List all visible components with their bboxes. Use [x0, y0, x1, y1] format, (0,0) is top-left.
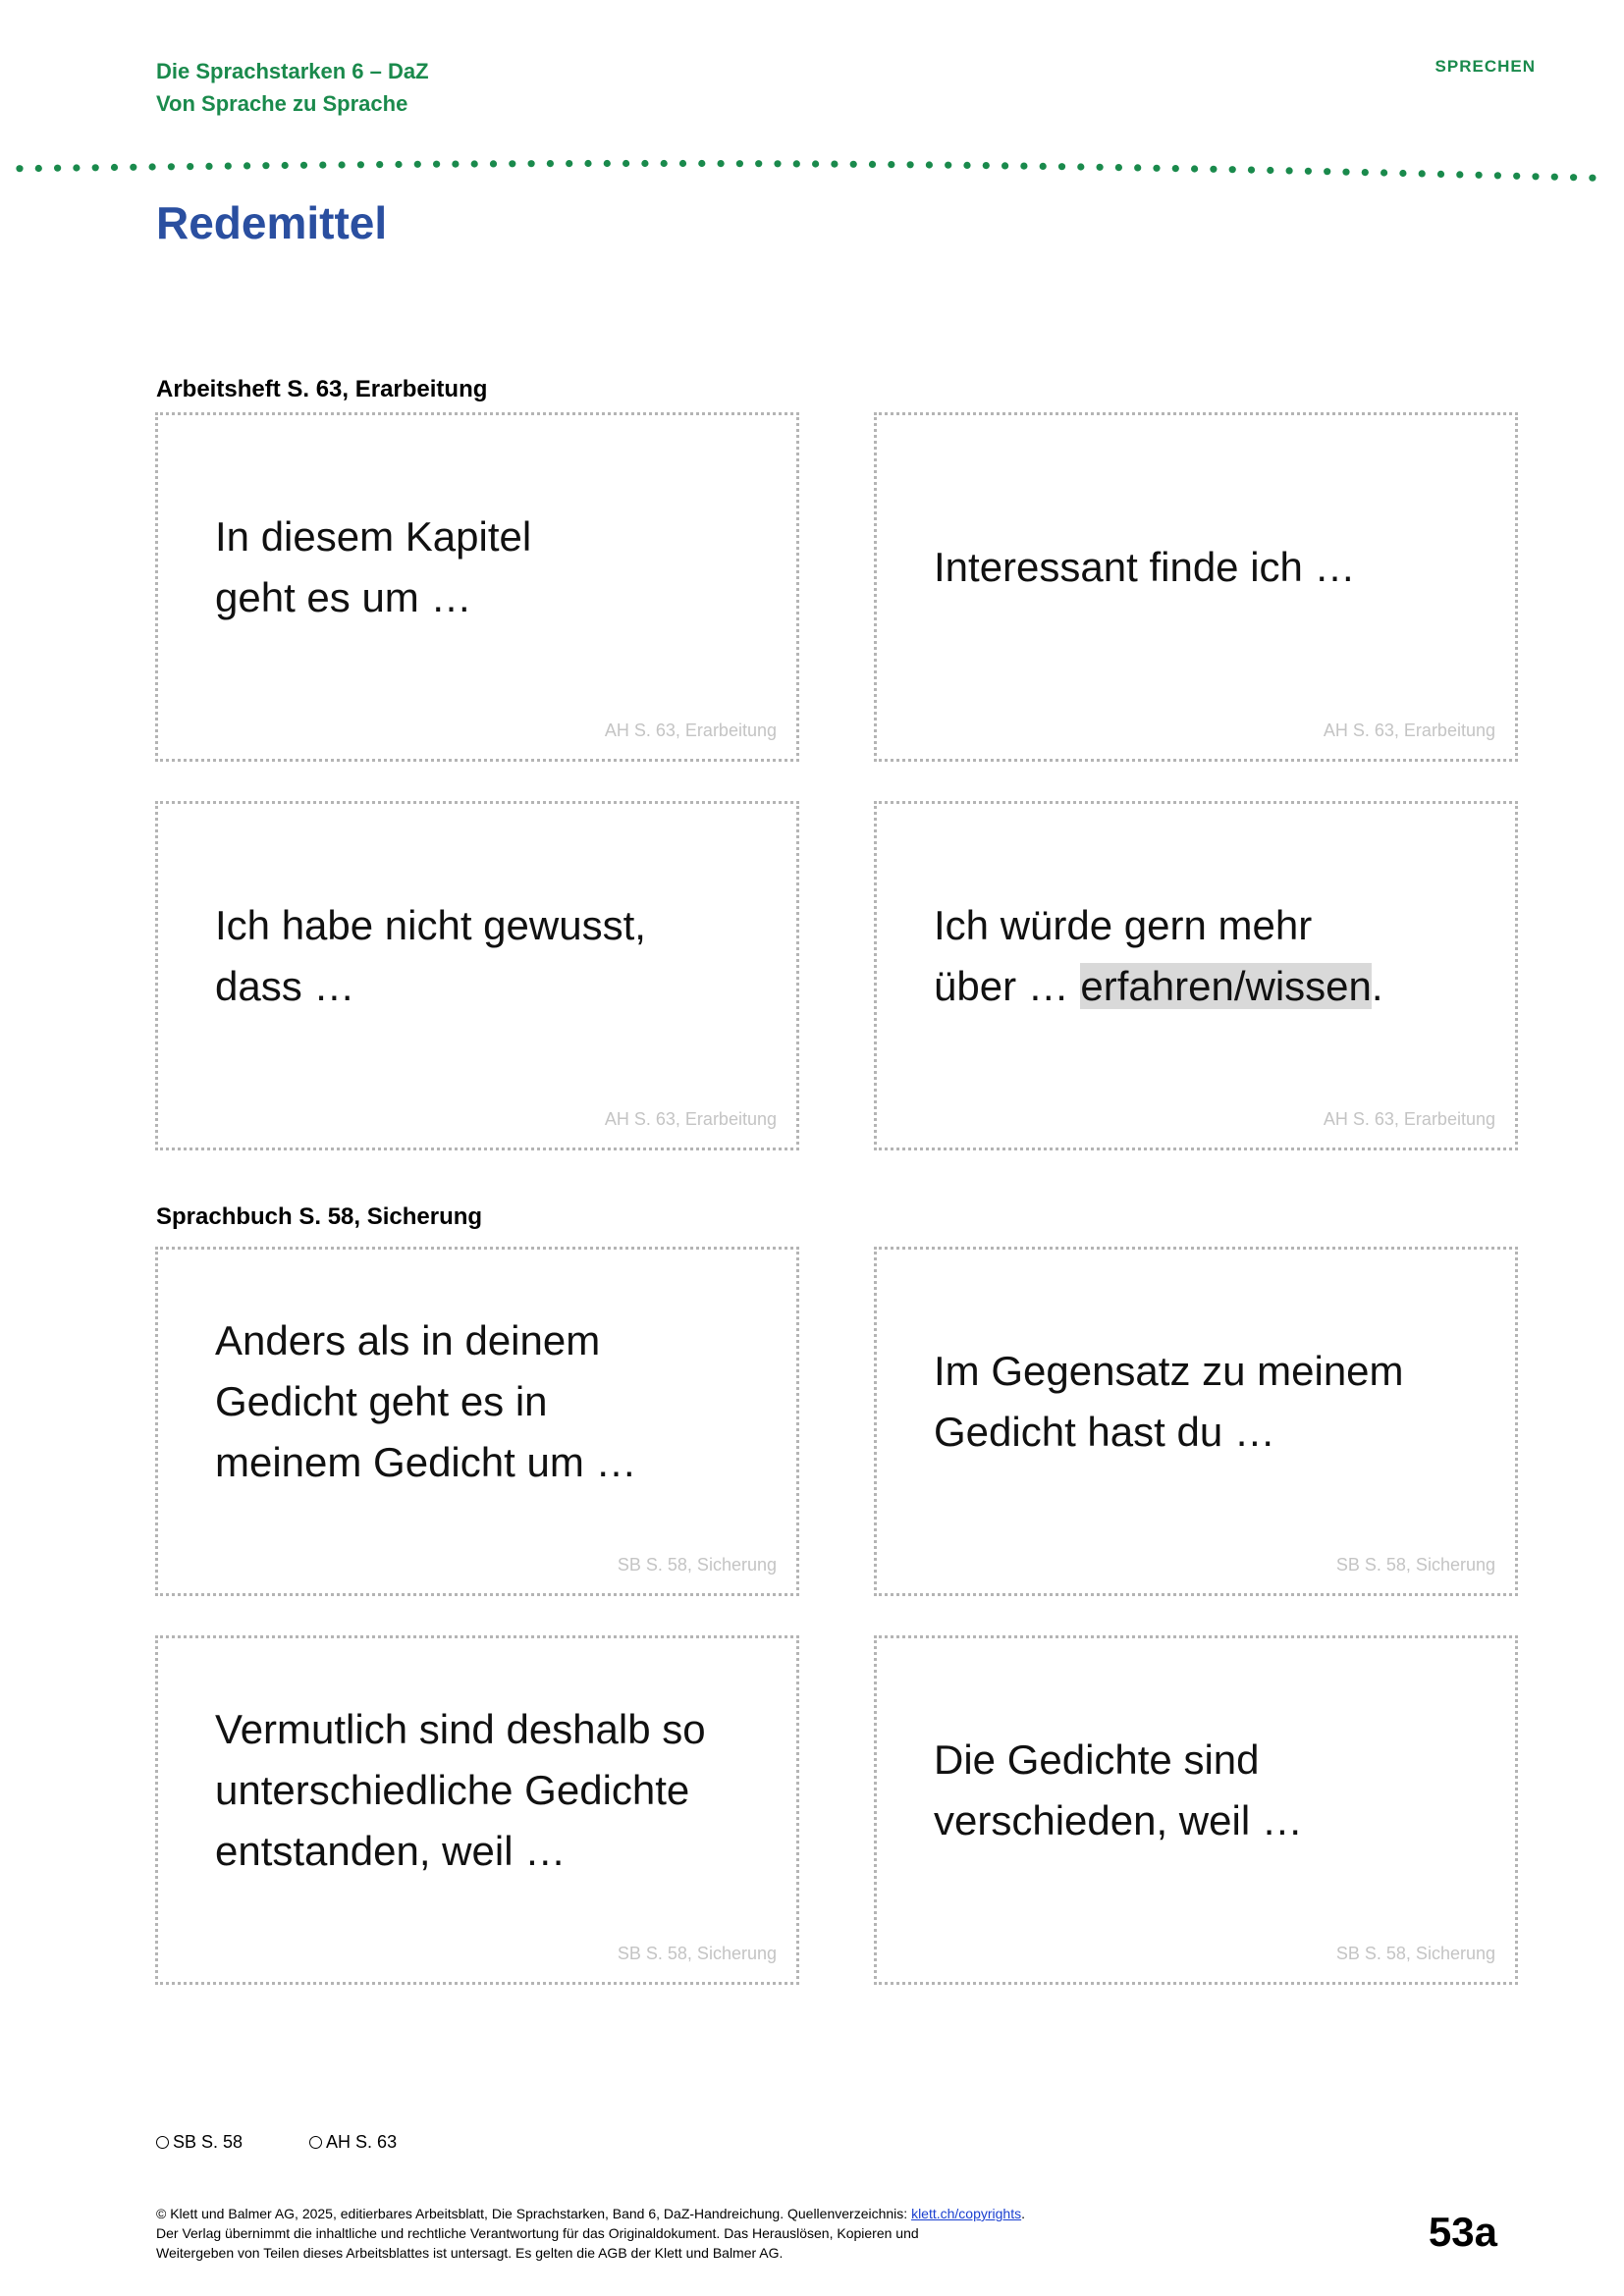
- divider-dot: [1513, 173, 1520, 180]
- divider-dot: [35, 165, 42, 172]
- card-line: Interessant finde ich …: [934, 544, 1356, 590]
- divider-dot: [566, 160, 572, 167]
- divider-dot: [1589, 175, 1596, 182]
- divider-dot: [471, 160, 478, 167]
- card-phrase: [934, 1638, 1491, 1943]
- card-line: unterschiedliche Gedichte: [215, 1767, 690, 1813]
- card-phrase: [215, 415, 773, 720]
- phrase-card: [874, 801, 1518, 1150]
- card-reference: AH S. 63, Erarbeitung: [604, 1109, 777, 1129]
- divider-dot: [604, 160, 611, 167]
- divider-dot: [679, 160, 686, 167]
- subject-label: SPRECHEN: [1435, 57, 1536, 76]
- card-line-prefix: über …: [934, 963, 1081, 1009]
- divider-dot: [907, 161, 914, 168]
- divider-dot: [1532, 173, 1539, 180]
- divider-dot: [1494, 172, 1501, 179]
- divider-dot: [1476, 172, 1483, 179]
- reference-label: SB S. 58: [173, 2132, 244, 2152]
- phrase-card: [155, 1247, 799, 1596]
- card-line: Ich würde gern mehr: [934, 902, 1313, 948]
- divider-dot: [1001, 162, 1008, 169]
- divider-dot: [225, 163, 232, 170]
- card-reference: SB S. 58, Sicherung: [617, 1944, 777, 1963]
- card-line: In diesem Kapitel: [215, 513, 532, 560]
- highlighted-phrase: erfahren/wissen: [1080, 963, 1372, 1009]
- card-line: Die Gedichte sind: [934, 1736, 1260, 1783]
- divider-dot: [1172, 165, 1179, 172]
- card-phrase: [934, 804, 1491, 1108]
- phrase-card: [155, 412, 799, 762]
- divider-dot: [755, 160, 762, 167]
- divider-dot: [490, 160, 497, 167]
- card-line: verschieden, weil …: [934, 1797, 1303, 1843]
- dotted-divider: [0, 147, 1624, 187]
- divider-dot: [414, 161, 421, 168]
- divider-dot: [262, 162, 269, 169]
- phrase-card: [874, 412, 1518, 762]
- divider-dot: [1399, 170, 1406, 177]
- card-line: Ich habe nicht gewusst,: [215, 902, 646, 948]
- divider-dot: [433, 161, 440, 168]
- divider-dot: [1456, 171, 1463, 178]
- phrase-card: [155, 1635, 799, 1985]
- card-phrase: [215, 1638, 773, 1943]
- divider-dot: [963, 162, 970, 169]
- divider-dot: [1362, 169, 1369, 176]
- page-title: Redemittel: [156, 197, 388, 248]
- divider-dot: [357, 161, 364, 168]
- card-line: entstanden, weil …: [215, 1828, 567, 1874]
- divider-dot: [339, 161, 346, 168]
- card-line: Gedicht hast du …: [934, 1409, 1275, 1455]
- divider-dot: [698, 160, 705, 167]
- divider-dot: [168, 163, 175, 170]
- card-reference: AH S. 63, Erarbeitung: [604, 721, 777, 740]
- divider-dot: [1153, 165, 1160, 172]
- copyright-notice: [156, 2204, 1236, 2263]
- divider-dot: [282, 162, 289, 169]
- divider-dot: [1040, 163, 1047, 170]
- divider-dot: [1342, 169, 1349, 176]
- series-subtitle: Von Sprache zu Sprache: [156, 91, 408, 116]
- divider-dot: [1324, 168, 1330, 175]
- card-reference: SB S. 58, Sicherung: [1335, 1944, 1495, 1963]
- card-phrase: [215, 1250, 773, 1554]
- divider-dot: [1248, 167, 1255, 174]
- divider-dot: [16, 165, 23, 172]
- reference-label: AH S. 63: [326, 2132, 398, 2152]
- divider-dot: [1305, 168, 1312, 175]
- divider-dot: [793, 160, 800, 167]
- checkbox-circle-icon: [309, 2136, 322, 2149]
- card-line: geht es um …: [215, 574, 472, 620]
- divider-dot: [1058, 163, 1065, 170]
- section-label-arbeitsheft: Arbeitsheft S. 63, Erarbeitung: [156, 376, 488, 402]
- card-phrase: [215, 804, 773, 1108]
- divider-dot: [1020, 163, 1027, 170]
- divider-dot: [1437, 171, 1444, 178]
- card-reference: SB S. 58, Sicherung: [617, 1555, 777, 1575]
- divider-dot: [641, 160, 648, 167]
- divider-dot: [812, 160, 819, 167]
- card-line-suffix: .: [1371, 963, 1383, 1009]
- divider-dot: [1551, 174, 1558, 181]
- card-line: Gedicht geht es in: [215, 1378, 548, 1424]
- card-phrase: [934, 415, 1491, 720]
- phrase-card: [874, 1635, 1518, 1985]
- divider-dot: [452, 161, 459, 168]
- divider-dot: [945, 162, 951, 169]
- divider-dot: [718, 160, 725, 167]
- divider-dot: [395, 161, 402, 168]
- card-line: [934, 956, 1491, 1017]
- reference-ah: [309, 2132, 397, 2153]
- divider-dot: [1419, 170, 1426, 177]
- card-reference: AH S. 63, Erarbeitung: [1323, 1109, 1495, 1129]
- divider-dot: [547, 160, 554, 167]
- copyright-line: [156, 2204, 1236, 2223]
- card-reference: SB S. 58, Sicherung: [1335, 1555, 1495, 1575]
- copyright-line: Weitergeben von Teilen dieses Arbeitsblattes ist untersagt. Es gelten die AGB der Klett und Balmer AG.: [156, 2245, 784, 2261]
- phrase-card: [155, 801, 799, 1150]
- divider-dot: [1077, 163, 1084, 170]
- divider-dot: [926, 161, 933, 168]
- divider-dot: [661, 160, 668, 167]
- copyright-text: .: [1021, 2206, 1026, 2221]
- divider-dot: [888, 161, 894, 168]
- divider-dot: [376, 161, 383, 168]
- divider-dot: [1115, 164, 1122, 171]
- divider-dot: [1134, 164, 1141, 171]
- divider-dot: [111, 164, 118, 171]
- footer-references: [156, 2132, 397, 2153]
- divider-dot: [983, 162, 990, 169]
- divider-dot: [149, 163, 156, 170]
- card-line: Anders als in deinem: [215, 1317, 601, 1363]
- card-line: Im Gegensatz zu meinem: [934, 1348, 1404, 1394]
- card-line: dass …: [215, 963, 355, 1009]
- divider-dot: [1267, 167, 1273, 174]
- divider-dot: [1097, 164, 1104, 171]
- divider-dot: [300, 162, 307, 169]
- copyright-line: Der Verlag übernimmt die inhaltliche und rechtliche Verantwortung für das Originaldokument. Das Herauslösen, Kopieren und: [156, 2225, 919, 2241]
- divider-dot: [869, 161, 876, 168]
- page-number: 53a: [1428, 2209, 1497, 2255]
- card-phrase: [934, 1250, 1491, 1554]
- divider-dot: [130, 164, 136, 171]
- divider-dot: [1191, 165, 1198, 172]
- reference-sb: [156, 2132, 243, 2153]
- divider-dot: [584, 160, 591, 167]
- card-line: Vermutlich sind deshalb so: [215, 1706, 706, 1752]
- divider-dot: [1210, 166, 1217, 173]
- copyright-text: © Klett und Balmer AG, 2025, editierbares Arbeitsblatt, Die Sprachstarken, Band 6, DaZ-Handreichung. Quellenverzeichnis:: [156, 2206, 912, 2221]
- divider-dot: [1229, 166, 1236, 173]
- divider-dot: [774, 160, 781, 167]
- header-series: [156, 55, 429, 120]
- divider-dot: [1286, 167, 1293, 174]
- series-title: Die Sprachstarken 6 – DaZ: [156, 59, 429, 83]
- copyright-link[interactable]: klett.ch/copyrights: [911, 2206, 1022, 2221]
- divider-dot: [736, 160, 743, 167]
- divider-dot: [187, 163, 193, 170]
- card-reference: AH S. 63, Erarbeitung: [1323, 721, 1495, 740]
- divider-dot: [244, 162, 250, 169]
- divider-dot: [528, 160, 535, 167]
- divider-dot: [623, 160, 629, 167]
- divider-dot: [73, 164, 80, 171]
- divider-dot: [831, 161, 838, 168]
- section-label-sprachbuch: Sprachbuch S. 58, Sicherung: [156, 1203, 483, 1230]
- divider-dot: [54, 165, 61, 172]
- divider-dot: [509, 160, 515, 167]
- phrase-card: [874, 1247, 1518, 1596]
- checkbox-circle-icon: [156, 2136, 169, 2149]
- divider-dot: [319, 162, 326, 169]
- card-line: meinem Gedicht um …: [215, 1439, 637, 1485]
- divider-dot: [1380, 169, 1387, 176]
- divider-dot: [205, 163, 212, 170]
- divider-dot: [92, 164, 99, 171]
- divider-dot: [850, 161, 857, 168]
- divider-dot: [1570, 174, 1577, 181]
